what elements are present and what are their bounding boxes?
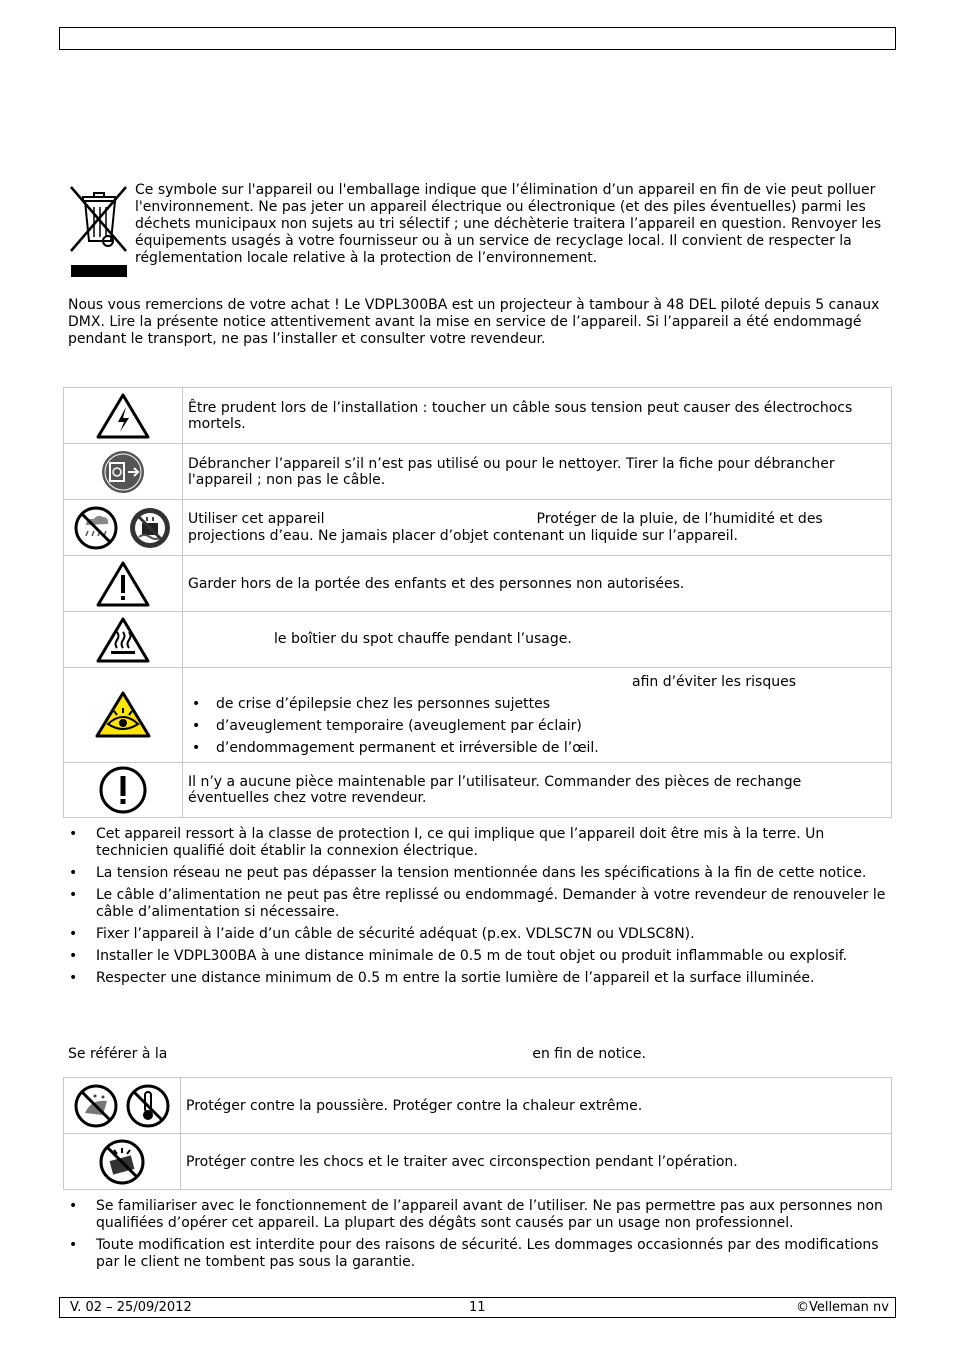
eye-risk-list (188, 696, 885, 757)
safety-row-hot (64, 612, 892, 668)
list-item: • Le câble d’alimentation ne peut pas être replissé ou endommagé. Demander à votre revendeur de renouveler le câble d’alimentation si nécessaire. (63, 887, 893, 921)
general-warning-icon (95, 560, 151, 608)
env-text-dust-heat: Protéger contre la poussière. Protéger contre la chaleur extrême. (181, 1078, 892, 1134)
weee-bin-icon (68, 183, 132, 279)
safety-row-children (64, 556, 892, 612)
no-dust-icon (73, 1083, 119, 1129)
safety-table (63, 387, 892, 818)
safety-row-unplug (64, 444, 892, 500)
no-water-splash-icon (127, 505, 173, 551)
general-guidelines-list (63, 1198, 893, 1276)
refer-text: Se référer à la en fin de notice. (68, 1046, 646, 1062)
safety-guidelines-list (63, 826, 893, 992)
list-item: • Se familiariser avec le fonctionnement de l’appareil avant de l’utiliser. Ne pas permettre pas aux personnes non qualifiées d’opérer cet appareil. La plupart des dégâts sont causés par un usage non professionnel. (63, 1198, 893, 1232)
list-item: • Installer le VDPL300BA à une distance minimale de 0.5 m de tout objet ou produit inflammable ou explosif. (63, 948, 893, 965)
unplug-icon (100, 449, 146, 495)
safety-row-shock (64, 388, 892, 444)
list-item: • d’endommagement permanent et irréversible de l’œil. (188, 740, 885, 757)
list-item: • Cet appareil ressort à la classe de protection I, ce qui implique que l’appareil doit être mis à la terre. Un technicien qualifié doit établir la connexion électrique. (63, 826, 893, 860)
footer-copyright: ©Velleman nv (795, 1300, 889, 1315)
safety-text-indoor-b: Protéger de la pluie, de l’humidité et des projections d’eau. Ne jamais placer d’objet contenant un liquide sur l’appareil. (188, 510, 823, 544)
optical-radiation-warning-icon (94, 690, 152, 740)
list-item: • de crise d’épilepsie chez les personnes sujettes (188, 696, 885, 713)
safety-text-shock: Être prudent lors de l’installation : toucher un câble sous tension peut causer des électrochocs mortels. (183, 388, 892, 444)
list-item: • Fixer l’appareil à l’aide d’un câble de sécurité adéquat (p.ex. VDLSC7N ou VDLSC8N). (63, 926, 893, 943)
exclamation-circle-icon (98, 765, 148, 815)
intro-text: Nous vous remercions de votre achat ! Le VDPL300BA est un projecteur à tambour à 48 DEL piloté depuis 5 canaux DMX. Lire la présente notice attentivement avant la mise en service de l’appareil. Si l’appareil a été endommagé pendant le transport, ne pas l’installer et consulter votre revendeur. (68, 297, 880, 347)
safety-row-indoor (64, 500, 892, 556)
no-rain-icon (73, 505, 119, 551)
no-heat-icon (125, 1083, 171, 1129)
safety-text-eye-intro: afin d’éviter les risques (632, 673, 797, 690)
list-item: • Toute modification est interdite pour des raisons de sécurité. Les dommages occasionnés par des modifications par le client ne tombent pas sous la garantie. (63, 1237, 893, 1271)
no-shock-icon (98, 1138, 146, 1186)
safety-row-service (64, 763, 892, 818)
env-text-shock: Protéger contre les chocs et le traiter avec circonspection pendant l’opération. (181, 1134, 892, 1190)
footer-page-number: 11 (469, 1300, 486, 1315)
weee-text: Ce symbole sur l'appareil ou l'emballage indique que l’élimination d’un appareil en fin de vie peut polluer l'environnement. Ne pas jeter un appareil électrique ou électronique (et des piles éventuelles) parmi les déchets municipaux non sujets au tri sélectif ; une déchèterie traitera l’appareil en question. Renvoyer les équipements usagés à votre fournisseur ou à un service de recyclage local. Il convient de respecter la réglementation locale relative à la protection de l’environnement. (135, 182, 882, 266)
safety-text-service: Il n’y a aucune pièce maintenable par l’utilisateur. Commander des pièces de rechange éventuelles chez votre revendeur. (183, 763, 892, 818)
safety-text-indoor-a: Utiliser cet appareil (188, 510, 325, 527)
hot-surface-icon (95, 616, 151, 664)
electric-shock-warning-icon (95, 392, 151, 440)
safety-row-eye (64, 668, 892, 763)
env-row-shock (64, 1134, 892, 1190)
environment-table (63, 1077, 892, 1190)
safety-text-children: Garder hors de la portée des enfants et des personnes non autorisées. (183, 556, 892, 612)
footer-version: V. 02 – 25/09/2012 (70, 1300, 192, 1315)
header-box (59, 27, 896, 50)
list-item: • d’aveuglement temporaire (aveuglement par éclair) (188, 718, 885, 735)
list-item: • Respecter une distance minimum de 0.5 m entre la sortie lumière de l’appareil et la surface illuminée. (63, 970, 893, 987)
env-row-dust-heat (64, 1078, 892, 1134)
list-item: • La tension réseau ne peut pas dépasser la tension mentionnée dans les spécifications à la fin de cette notice. (63, 865, 893, 882)
page-footer (59, 1297, 896, 1318)
safety-text-hot: le boîtier du spot chauffe pendant l’usage. (274, 631, 572, 647)
safety-text-unplug: Débrancher l’appareil s’il n’est pas utilisé ou pour le nettoyer. Tirer la fiche pour débrancher l'appareil ; non pas le câble. (183, 444, 892, 500)
